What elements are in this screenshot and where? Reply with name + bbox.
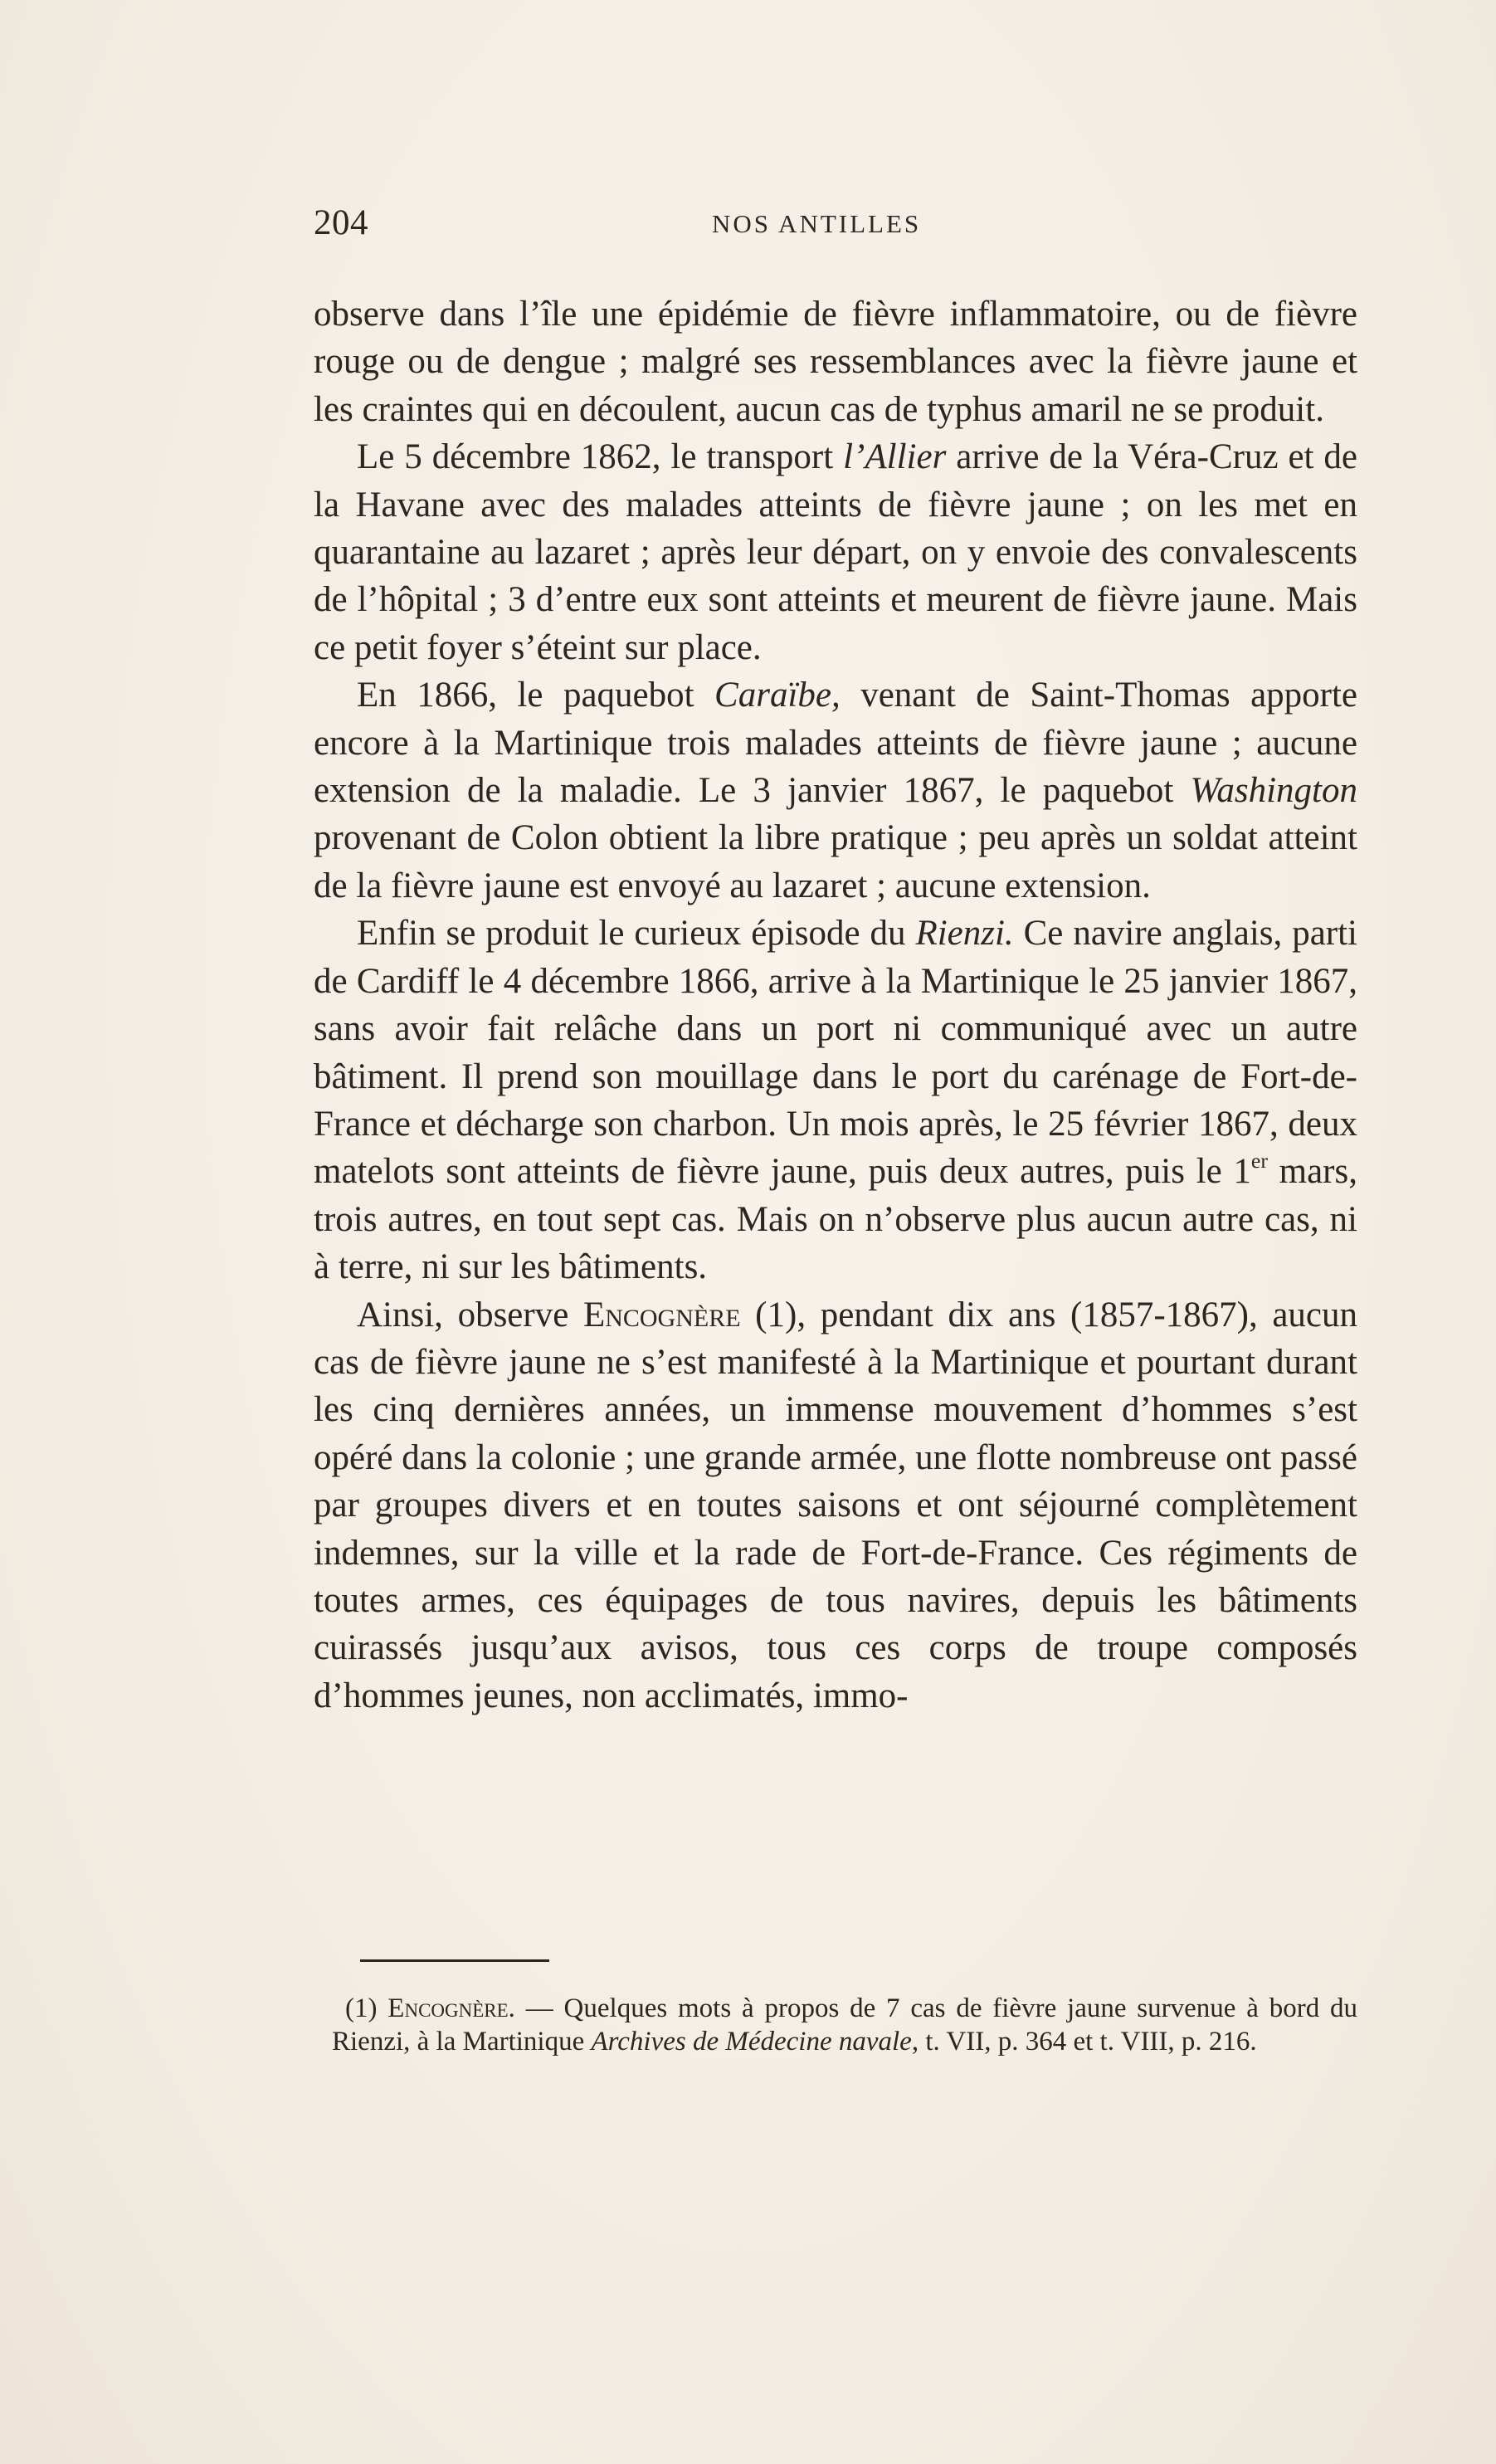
- paragraph-3: [314, 671, 1357, 910]
- author-name: Encognère: [582, 1295, 741, 1334]
- paragraph-4: [314, 910, 1357, 1291]
- page-number: 204: [314, 203, 368, 242]
- page-header: [314, 202, 1357, 252]
- ship-name-allier: l’Allier: [843, 437, 947, 477]
- paragraph-3-text-a: En 1866, le paquebot: [357, 676, 715, 715]
- footnote-1: [332, 1992, 1357, 2058]
- footnote-author: Encognère.: [387, 1993, 515, 2023]
- paragraph-4-text-a: Enfin se produit le curieux épisode du: [357, 914, 916, 954]
- paragraph-5-text-b: (1), pendant dix ans (1857-1867), aucun cas de fièvre jaune ne s’est manifesté à la Martinique et pourtant durant les cinq dernières années, un immense mouvement d’hommes s’est opéré dans la colonie ; une grande armée, une flotte nombreuse ont passé par groupes divers et en toutes saisons et ont séjourné complètement indemnes, sur la ville et la rade de Fort-de-France. Ces régiments de toutes armes, ces équipages de tous navires, depuis les bâtiments cuirassés jusqu’aux avisos, tous ces corps de troupe composés d’hommes jeunes, non acclimatés, immo-: [314, 1295, 1358, 1715]
- running-head: NOS ANTILLES: [712, 209, 922, 238]
- paragraph-5: [314, 1291, 1357, 1720]
- footnote-text-b: , t. VII, p. 364 et t. VIII, p. 216.: [911, 2027, 1257, 2057]
- main-text: [314, 290, 1357, 1720]
- footnotes: [332, 1992, 1357, 2058]
- paragraph-2-text-a: Le 5 décembre 1862, le transport: [357, 437, 844, 477]
- footnote-text-a: — Quelques mots à propos de 7 cas de fièvre jaune survenue à bord du Rienzi, à la Martinique: [332, 1993, 1357, 2057]
- paragraph-3-text-c: provenant de Colon obtient la libre pratique ; peu après un soldat atteint de la fièvre jaune est envoyé au lazaret ; aucune extension.: [314, 818, 1357, 905]
- footnote-marker: (1): [345, 1993, 388, 2023]
- ship-name-caraibe: Caraïbe,: [714, 676, 841, 715]
- paragraph-4-text-c: mars, trois autres, en tout sept cas. Mais on n’observe plus aucun autre cas, ni à terre, ni sur les bâtiments.: [314, 1152, 1357, 1287]
- paragraph-4-text-b: Ce navire anglais, parti de Cardiff le 4 décembre 1866, arrive à la Martinique le 25 janvier 1867, sans avoir fait relâche dans un port ni communiqué avec un autre bâtiment. Il prend son mouillage dans le port du carénage de Fort-de-France et décharge son charbon. Un mois après, le 25 février 1867, deux matelots sont atteints de fièvre jaune, puis deux autres, puis le 1: [314, 914, 1357, 1192]
- ship-name-rienzi: Rienzi.: [915, 914, 1014, 954]
- footnote-journal: Archives de Médecine navale: [591, 2027, 912, 2057]
- paragraph-5-text-a: Ainsi, observe: [357, 1295, 583, 1334]
- ordinal-superscript: er: [1250, 1149, 1268, 1173]
- paragraph-1: [314, 290, 1357, 433]
- paragraph-2-text-b: arrive de la Véra-Cruz et de la Havane avec des malades atteints de fièvre jaune ; on les met en quarantaine au lazaret ; après leur départ, on y envoie des convalescents de l’hôpital ; 3 d’entre eux sont atteints et meurent de fièvre jaune. Mais ce petit foyer s’éteint sur place.: [314, 437, 1357, 667]
- paragraph-3-text-b: venant de Saint-Thomas apporte encore à la Martinique trois malades atteints de fièvre jaune ; aucune extension de la maladie. Le 3 janvier 1867, le paquebot: [314, 676, 1358, 811]
- paragraph-2: [314, 433, 1357, 671]
- ship-name-washington: Washington: [1190, 771, 1357, 811]
- paragraph-1-text: observe dans l’île une épidémie de fièvre inflammatoire, ou de fièvre rouge ou de dengue ; malgré ses ressemblances avec la fièvre jaune et les craintes qui en découlent, aucun cas de typhus amaril ne se produit.: [314, 295, 1357, 429]
- footnote-divider: [360, 1959, 549, 1962]
